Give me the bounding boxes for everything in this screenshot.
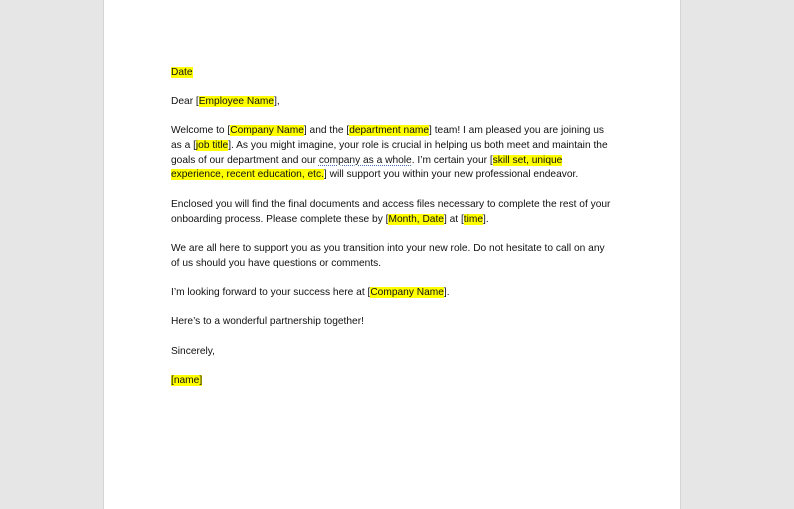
signature-placeholder: [name] xyxy=(171,374,203,386)
grammar-suggestion[interactable]: company as a whole xyxy=(318,154,412,166)
time-placeholder: time xyxy=(463,213,484,225)
month-date-placeholder: Month, Date xyxy=(388,213,444,225)
paragraph-enclosed: Enclosed you will find the final documents and access files necessary to complete the rest of your onboarding process. Please complete these by [Month, Date] at [time]. xyxy=(171,198,611,225)
date-placeholder: Date xyxy=(171,67,193,78)
document-page xyxy=(103,0,681,509)
date-line xyxy=(171,66,611,81)
letter-body[interactable] xyxy=(171,66,611,389)
job-title-placeholder: job title xyxy=(195,139,229,151)
signature-line xyxy=(171,374,611,389)
paragraph-partnership: Here’s to a wonderful partnership together! xyxy=(171,316,364,328)
closing-line: Sincerely, xyxy=(171,345,215,357)
greeting-line: Dear [Employee Name], xyxy=(171,95,280,107)
employee-name-placeholder: Employee Name xyxy=(198,95,275,107)
paragraph-support: We are all here to support you as you transition into your new role. Do not hesitate to call on any of us should you have questions or comments. xyxy=(171,242,605,269)
company-name-placeholder: Company Name xyxy=(230,125,304,137)
department-name-placeholder: department name xyxy=(349,125,430,137)
company-name-placeholder: Company Name xyxy=(370,286,444,298)
skills-placeholder: skill set, unique experience, recent education, etc. xyxy=(171,154,563,181)
paragraph-looking-forward: I’m looking forward to your success here at [Company Name]. xyxy=(171,286,450,298)
paragraph-welcome: Welcome to [Company Name] and the [department name] team! I am pleased you are joining us as a [job title]. As you might imagine, your role is crucial in helping us both meet and maintain the goals of our department and our company as a whole. I’m certain your [skill set, unique experience, recent education, etc.] will support you within your new professional endeavor. xyxy=(171,125,608,181)
